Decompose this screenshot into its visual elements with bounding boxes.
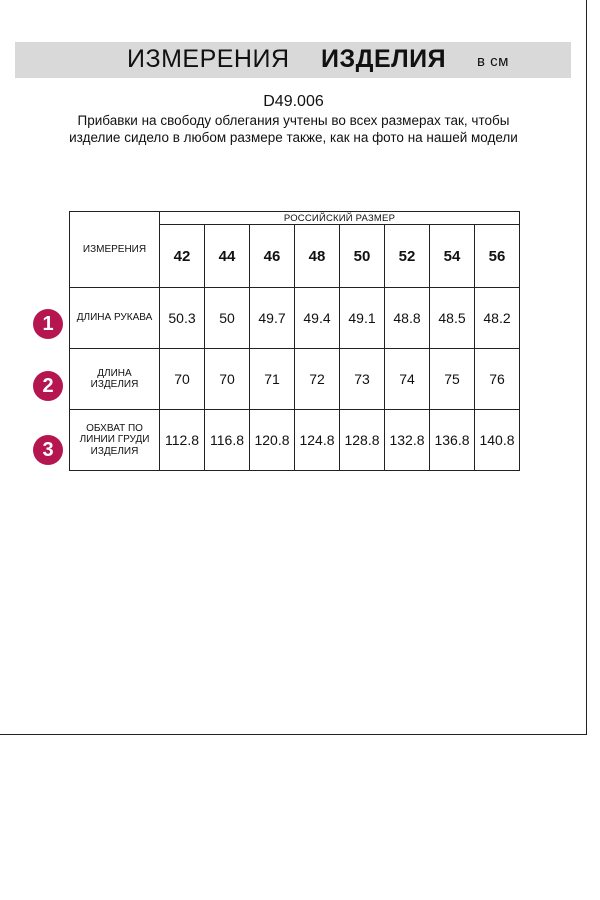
- table-cell: 49.4: [295, 288, 340, 349]
- table-cell: 71: [250, 349, 295, 410]
- table-cell: 72: [295, 349, 340, 410]
- table-cell: 132.8: [385, 410, 430, 471]
- table-cell: 73: [340, 349, 385, 410]
- size-header: 54: [430, 225, 475, 288]
- table-cell: 48.2: [475, 288, 520, 349]
- table-cell: 50: [205, 288, 250, 349]
- row-label-text: ОБХВАТ ПО ЛИНИИ ГРУДИ ИЗДЕЛИЯ: [79, 422, 150, 457]
- table-cell: 48.8: [385, 288, 430, 349]
- table-cell: 76: [475, 349, 520, 410]
- title-bar: [15, 42, 571, 78]
- fit-description: Прибавки на свободу облегания учтены во всех размерах так, чтобы изделие сидело в любом размере также, как на фото на нашей модели: [69, 113, 518, 145]
- row-label-text: ДЛИНА ИЗДЕЛИЯ: [90, 367, 139, 390]
- size-header: 48: [295, 225, 340, 288]
- table-cell: 140.8: [475, 410, 520, 471]
- size-header: 56: [475, 225, 520, 288]
- table-cell: 50.3: [160, 288, 205, 349]
- size-header: 42: [160, 225, 205, 288]
- table-cell: 136.8: [430, 410, 475, 471]
- table-cell: 70: [205, 349, 250, 410]
- table-cell: 116.8: [205, 410, 250, 471]
- table-cell: 74: [385, 349, 430, 410]
- size-header: 50: [340, 225, 385, 288]
- row-label-chest-girth: [70, 410, 160, 471]
- table-cell: 70: [160, 349, 205, 410]
- table-cell: 49.1: [340, 288, 385, 349]
- table-cell: 124.8: [295, 410, 340, 471]
- title-garment: ИЗДЕЛИЯ: [321, 45, 447, 73]
- measurements-header: ИЗМЕРЕНИЯ: [70, 212, 160, 288]
- row-label-garment-length: [70, 349, 160, 410]
- badge-3: 3: [33, 435, 63, 465]
- table-cell: 128.8: [340, 410, 385, 471]
- title-unit: в см: [477, 53, 509, 70]
- table-cell: 48.5: [430, 288, 475, 349]
- row-label-sleeve-length: ДЛИНА РУКАВА: [70, 288, 160, 349]
- table-cell: 75: [430, 349, 475, 410]
- table-cell: 120.8: [250, 410, 295, 471]
- table-cell: 112.8: [160, 410, 205, 471]
- badge-2: 2: [33, 371, 63, 401]
- size-header: 52: [385, 225, 430, 288]
- badge-1: 1: [33, 309, 63, 339]
- table-row: [70, 288, 520, 349]
- table-cell: 49.7: [250, 288, 295, 349]
- table-row: [70, 349, 520, 410]
- title-measurements: ИЗМЕРЕНИЯ: [127, 45, 290, 73]
- size-header: 46: [250, 225, 295, 288]
- size-header: 44: [205, 225, 250, 288]
- size-table: [69, 211, 520, 471]
- product-code: D49.006: [263, 93, 324, 110]
- table-row: [70, 410, 520, 471]
- size-group-header: РОССИЙСКИЙ РАЗМЕР: [160, 212, 520, 225]
